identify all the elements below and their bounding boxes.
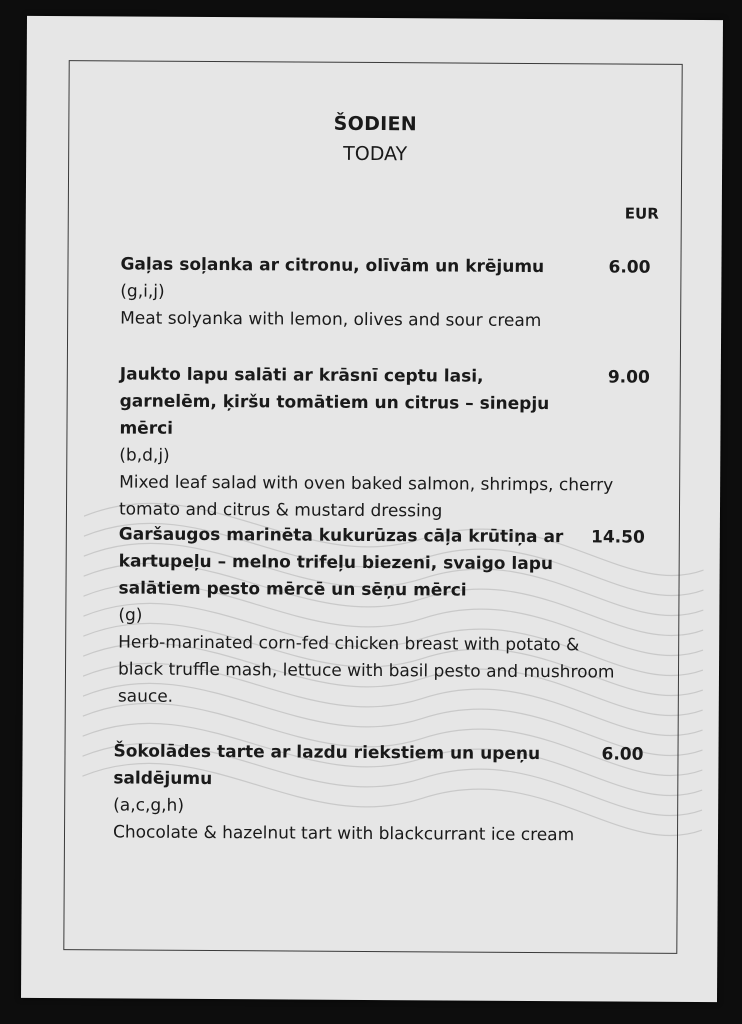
- page-subtitle: TODAY: [343, 142, 408, 166]
- item-allergens: (g): [118, 605, 143, 626]
- item-price: 9.00: [607, 367, 650, 388]
- item-name: Šokolādes tarte ar lazdu riekstiem un upeņu saldējumu: [113, 741, 541, 790]
- item-description: Mixed leaf salad with oven baked salmon, shrimps, cherry tomato and citrus & mustard dressing: [118, 472, 614, 522]
- menu-sheet: [21, 16, 723, 1002]
- menu-frame: [63, 60, 682, 954]
- item-allergens: (g,i,j): [120, 281, 165, 302]
- page-title: ŠODIEN: [333, 112, 418, 136]
- item-allergens: (a,c,g,h): [113, 795, 185, 816]
- menu-header: [69, 109, 681, 169]
- menu-item: [112, 738, 644, 849]
- item-name: Gaļas soļanka ar citronu, olīvām un krējumu: [120, 254, 545, 278]
- item-price: 14.50: [590, 527, 645, 548]
- item-description: Herb-marinated corn-fed chicken breast with potato & black truffle mash, lettuce with basil pesto and mushroom sauce.: [117, 632, 615, 707]
- item-price: 6.00: [601, 744, 644, 765]
- menu-item: [118, 361, 650, 526]
- item-price: 6.00: [608, 257, 651, 278]
- menu-item: [120, 251, 651, 335]
- item-allergens: (b,d,j): [119, 445, 170, 466]
- item-name: Jaukto lapu salāti ar krāsnī ceptu lasi, garnelēm, ķiršu tomātiem un citrus – sinepju mērci: [119, 364, 550, 439]
- item-description: Chocolate & hazelnut tart with blackcurrant ice cream: [112, 822, 575, 846]
- item-name: Garšaugos marinēta kukurūzas cāļa krūtiņa ar kartupeļu – melno trifeļu biezeni, svaigo lapu salātiem pesto mērcē un sēņu mērci: [118, 524, 564, 601]
- currency-label: EUR: [624, 204, 659, 223]
- menu-item: [117, 521, 645, 713]
- item-description: Meat solyanka with lemon, olives and sour cream: [120, 308, 542, 332]
